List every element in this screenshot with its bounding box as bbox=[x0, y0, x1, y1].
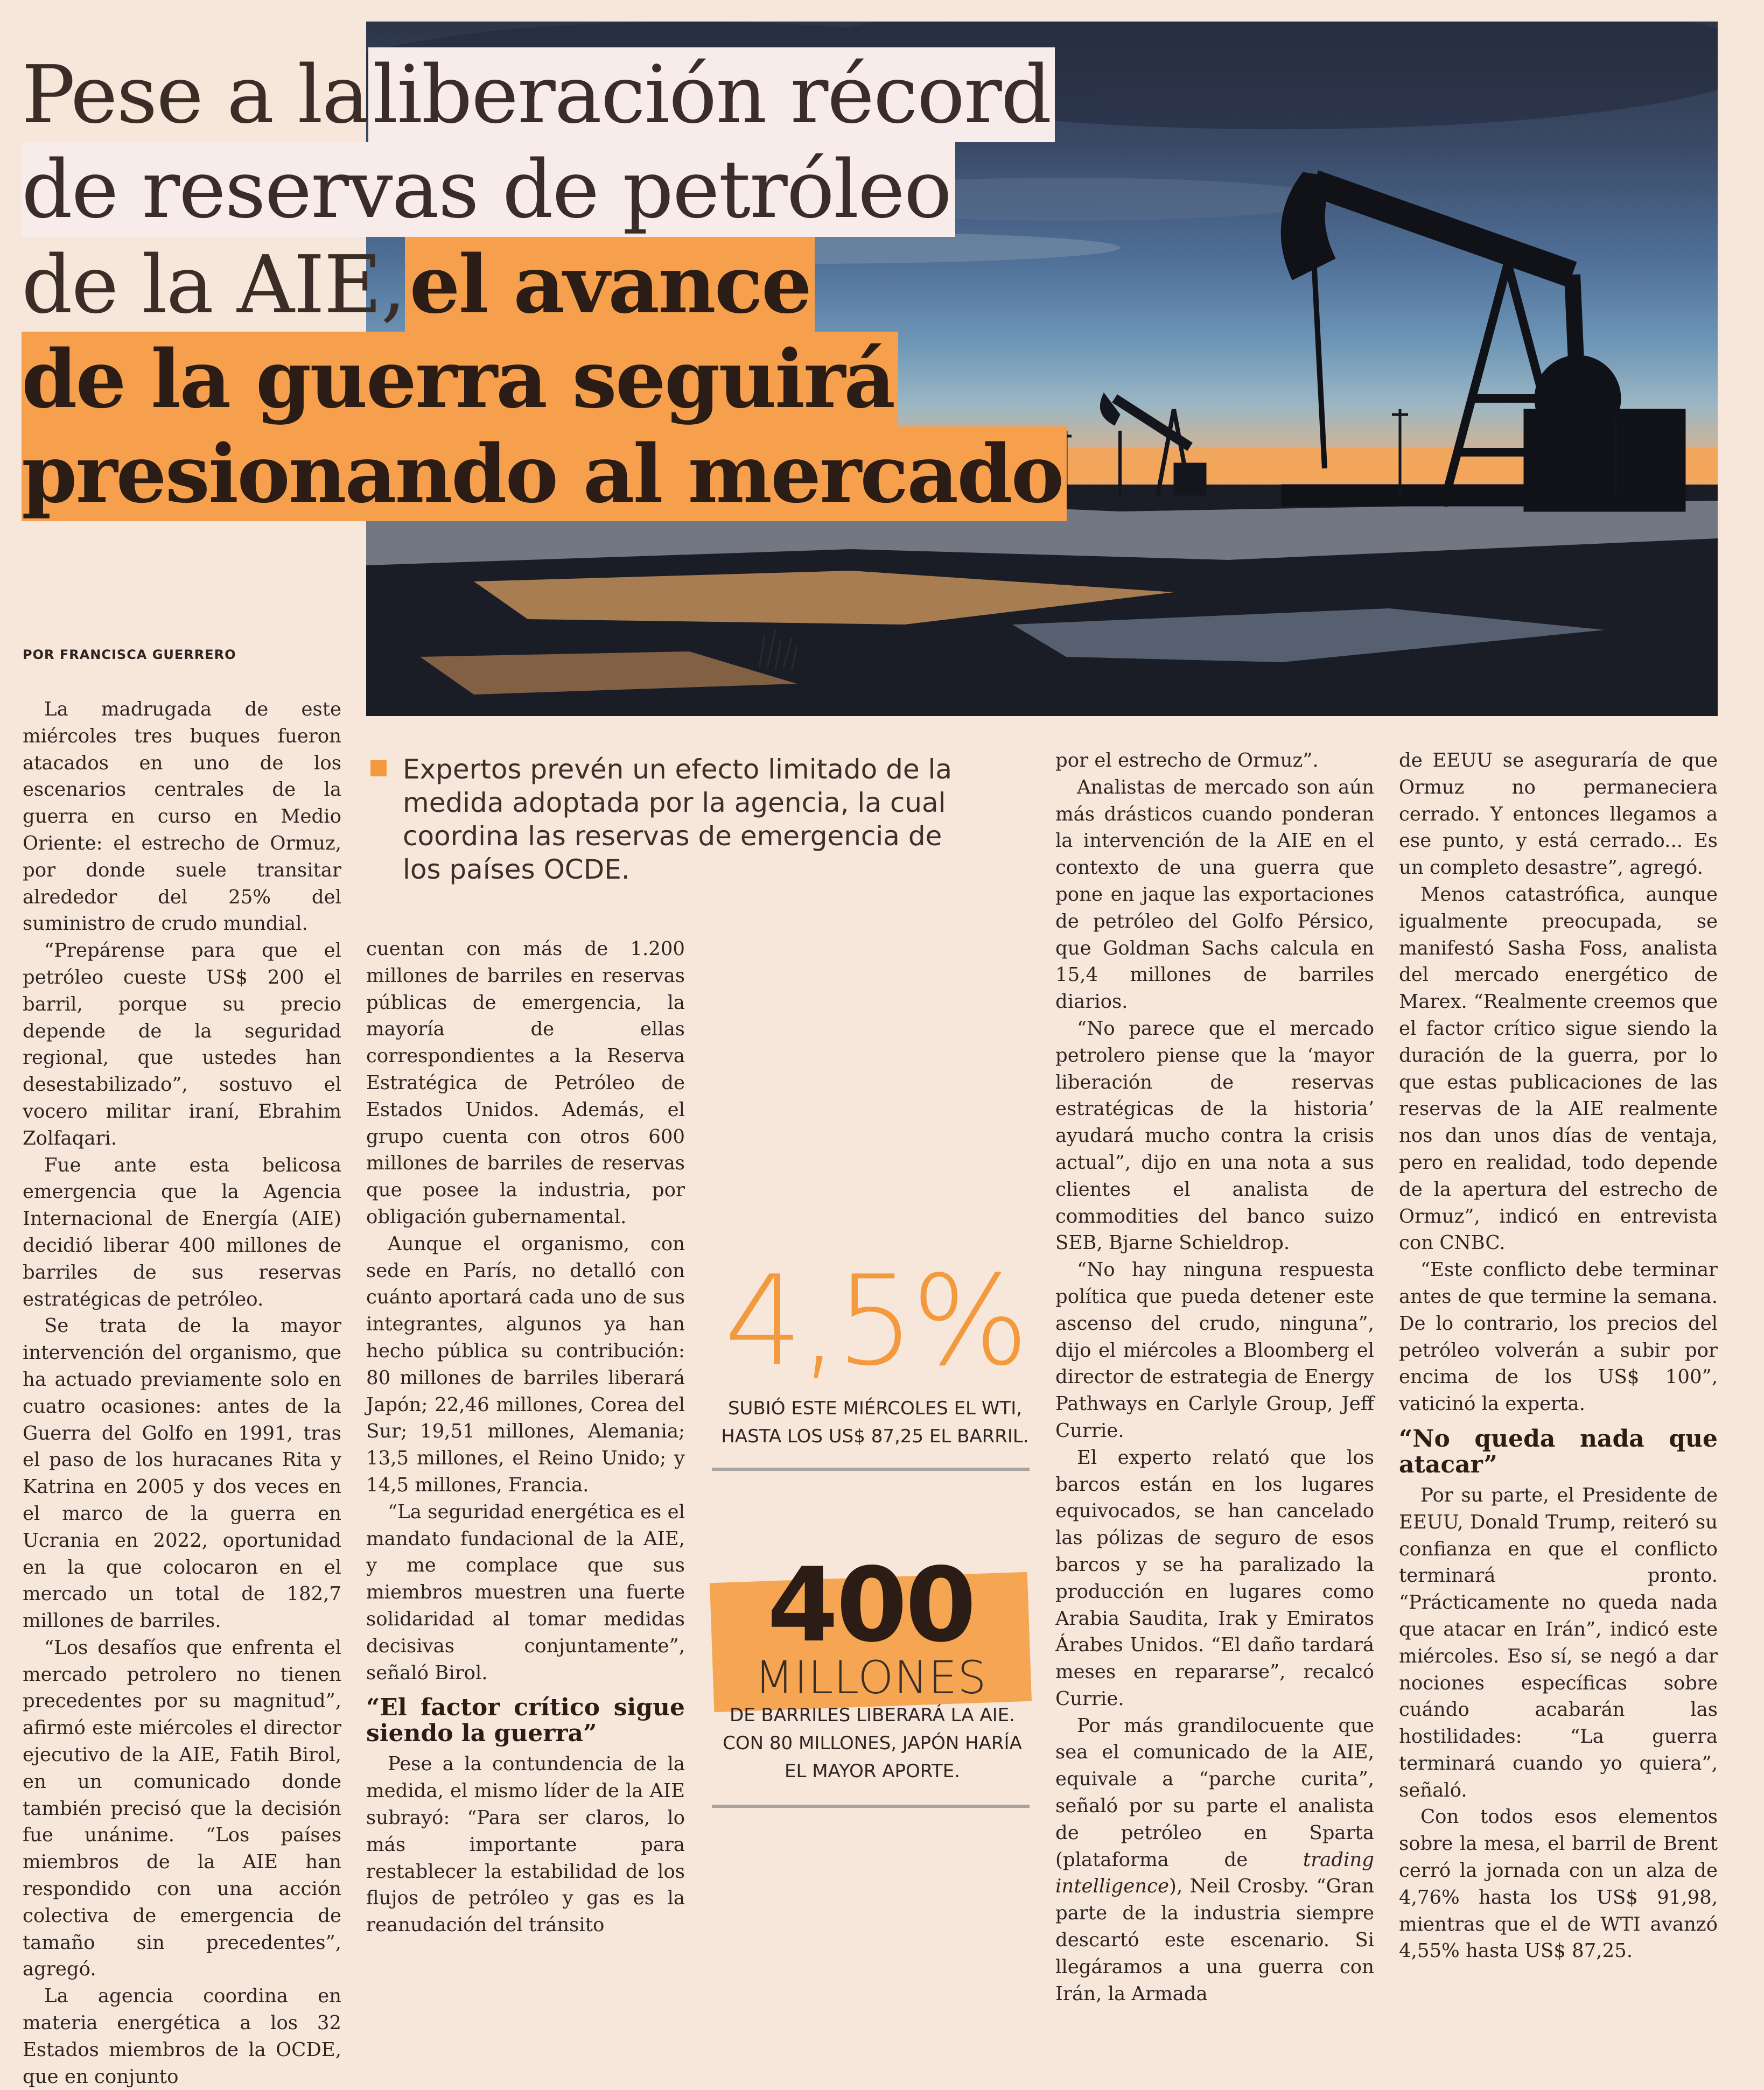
paragraph: Se trata de la mayor intervención del organismo, que ha actuado previamente solo en cuatro ocasiones: antes de la Guerra del Golfo en 1991, tras el paso de los huracanes Rita y Katrina en 2005 y dos veces en el marco de la guerra en Ucrania en 2022, oportunidad en la que colocaron en el mercado un total de 182,7 millones de barriles. bbox=[23, 1315, 341, 1632]
text-run: Por más grandilocuente que sea el comunicado de la AIE, equivale a “parche curita”, señaló por su parte el analista de petróleo en Sparta (plataforma de bbox=[1055, 1714, 1374, 1871]
subheading: “No queda nada que atacar” bbox=[1399, 1425, 1718, 1478]
paragraph: Aunque el organismo, con sede en París, no detalló con cuánto aportará cada uno de sus integrantes, algunos ya han hecho pública su contribución: 80 millones de barriles liberará Japón; 22,46 millones, Corea del Sur; 19,51 millones, Alemania; 13,5 millones, el Reino Unido; y 14,5 millones, Francia. bbox=[366, 1232, 685, 1496]
headline-line-4 bbox=[22, 332, 1088, 426]
subheading: “El factor crítico sigue siendo la guerra” bbox=[366, 1694, 685, 1748]
headline-line-2-boxed: de reservas de petróleo bbox=[22, 142, 955, 237]
headline-line-5-highlight: presionando al mercado bbox=[22, 426, 1067, 521]
article-column-2 bbox=[366, 936, 685, 1939]
paragraph: Por su parte, el Presidente de EEUU, Donald Trump, reiteró su confianza en que el conflicto terminará pronto. “Prácticamente no queda nada que atacar en Irán”, indicó este miércoles. Eso sí, se negó a dar nociones específicas sobre cuándo acabarán las hostilidades: “La guerra terminará cuando yo quiera”, señaló. bbox=[1399, 1484, 1718, 1801]
paragraph: “Prepárense para que el petróleo cueste US$ 200 el barril, porque su precio depende de la seguridad regional, que ustedes han desestabilizado”, sostuvo el vocero militar iraní, Ebrahim Zolfaqari. bbox=[23, 939, 341, 1149]
lead-deck bbox=[370, 753, 984, 886]
caption-line: CON 80 MILLONES, JAPÓN HARÍA bbox=[723, 1733, 1022, 1754]
paragraph: “Los desafíos que enfrenta el mercado petrolero no tienen precedentes por su magnitud”, afirmó este miércoles el director ejecutivo de la AIE, Fatih Birol, en un comunicado donde también precisó que la decisión fue unánime. “Los países miembros de la AIE han respondido con una acción colectiva de emergencia de tamaño sin precedentes”, agregó. bbox=[23, 1636, 341, 1981]
paragraph: “La seguridad energética es el mandato fundacional de la AIE, y me complace que sus miembros muestren una fuerte solidaridad al tomar medidas decisivas conjuntamente”, señaló Birol. bbox=[366, 1500, 685, 1684]
headline-line-5 bbox=[22, 426, 1088, 521]
paragraph: Fue ante esta belicosa emergencia que la Agencia Internacional de Energía (AIE) decidió liberar 400 millones de barriles de sus reservas estratégicas de petróleo. bbox=[23, 1154, 341, 1310]
paragraph: Pese a la contundencia de la medida, el mismo líder de la AIE subrayó: “Para ser claros, lo más importante para restablecer la estabilidad de los flujos de petróleo y gas es la reanudación del tránsito bbox=[366, 1753, 685, 1937]
divider-rule bbox=[712, 1805, 1030, 1808]
article-column-1 bbox=[23, 696, 341, 2090]
paragraph: Menos catastrófica, aunque igualmente preocupada, se manifestó Sasha Foss, analista del mercado energético de Marex. “Realmente creemos que el factor crítico sigue siendo la duración de la guerra, por lo que estas publicaciones de las reservas de la AIE realmente nos dan unos días de ventaja, pero en realidad, todo depende de la apertura del estrecho de Ormuz”, indicó en entrevista con CNBC. bbox=[1399, 883, 1718, 1254]
divider-rule bbox=[712, 1468, 1030, 1471]
headline-line-3-highlight: el avance bbox=[405, 237, 815, 332]
headline-line-4-highlight: de la guerra seguirá bbox=[22, 332, 898, 426]
lead-text: Expertos prevén un efecto limitado de la medida adoptada por la agencia, la cual coordina las reservas de emergencia de los países OCDE. bbox=[403, 754, 953, 885]
paragraph: “No parece que el mercado petrolero piense que la ‘mayor liberación de reservas estratégicas de la historia’ ayudará mucho contra la crisis actual”, dijo en una nota a sus clientes el analista de commodities del banco suizo SEB, Bjarne Schieldrop. bbox=[1055, 1017, 1374, 1254]
italic-term: trading intelligence bbox=[1055, 1848, 1374, 1898]
paragraph: “No hay ninguna respuesta política que pueda detener este ascenso del crudo, ninguna”, dijo el miércoles a Bloomberg el director de estrategia de Energy Pathways en Carlyle Group, Jeff Currie. bbox=[1055, 1259, 1374, 1442]
text-run: ), Neil Crosby. “Gran parte de la industria siempre descartó este escenario. Si llegáramos a una guerra con Irán, la Armada bbox=[1055, 1875, 1374, 2005]
stat-percent-value: 4,5% bbox=[724, 1250, 1026, 1393]
caption-line: SUBIÓ ESTE MIÉRCOLES EL WTI, bbox=[727, 1398, 1023, 1419]
headline-line-3 bbox=[22, 237, 1088, 332]
paragraph: La madrugada de este miércoles tres buques fueron atacados en uno de los escenarios centrales de la guerra en curso en Medio Oriente: el estrecho de Ormuz, por donde suele transitar alrededor del 25% del suministro de crudo mundial. bbox=[23, 698, 341, 935]
square-bullet-icon bbox=[370, 760, 387, 776]
paragraph: La agencia coordina en materia energética a los 32 Estados miembros de la OCDE, que en conjunto bbox=[23, 1985, 341, 2088]
paragraph: El experto relató que los barcos están en los lugares equivocados, se han cancelado las pólizas de seguro de esos barcos y se ha paralizado la producción en lugares como Arabia Saudita, Irak y Emiratos Árabes Unidos. “El daño tardará meses en repararse”, recalcó Currie. bbox=[1055, 1446, 1374, 1710]
caption-line: DE BARRILES LIBERARÁ LA AIE. bbox=[729, 1705, 1016, 1726]
paragraph bbox=[1055, 1713, 1374, 2008]
headline-line-2 bbox=[22, 142, 1088, 237]
caption-line: EL MAYOR APORTE. bbox=[784, 1761, 961, 1782]
stat-barrels-unit: MILLONES bbox=[754, 1651, 987, 1704]
paragraph: por el estrecho de Ormuz”. bbox=[1055, 749, 1319, 772]
caption-line: HASTA LOS US$ 87,25 EL BARRIL. bbox=[721, 1426, 1029, 1447]
paragraph: “Este conflicto debe terminar antes de que termine la semana. De lo contrario, los precios del petróleo volverán a subir por encima de los US$ 100”, vaticinó la experta. bbox=[1399, 1259, 1718, 1415]
headline-line-1-plain: Pese a la bbox=[22, 48, 368, 141]
headline-line-1-boxed: liberación récord bbox=[368, 47, 1055, 142]
paragraph: de EEUU se aseguraría de que Ormuz no permaneciera cerrado. Y entonces llegamos a ese punto, y está cerrado... Es un completo desastre”, agregó. bbox=[1399, 749, 1718, 879]
headline bbox=[22, 47, 1088, 521]
paragraph: Analistas de mercado son aún más drásticos cuando ponderan la intervención de la AIE en el contexto de una guerra que pone en jaque las exportaciones de petróleo del Golfo Pérsico, que Goldman Sachs calcula en 15,4 millones de barriles diarios. bbox=[1055, 776, 1374, 1013]
stat-barrels-caption bbox=[700, 1701, 1045, 1785]
byline: POR FRANCISCA GUERRERO bbox=[23, 647, 236, 662]
stat-percent-caption bbox=[713, 1394, 1037, 1450]
article-column-4 bbox=[1399, 747, 1718, 1965]
article-column-3 bbox=[1055, 747, 1374, 2007]
headline-line-3-plain: de la AIE, bbox=[22, 239, 405, 331]
headline-line-1 bbox=[22, 47, 1088, 142]
paragraph: cuentan con más de 1.200 millones de barriles en reservas públicas de emergencia, la mayoría de ellas correspondientes a la Reserva Estratégica de Petróleo de Estados Unidos. Además, el grupo cuenta con otros 600 millones de barriles de reservas que posee la industria, por obligación gubernamental. bbox=[366, 938, 685, 1228]
stat-barrels-value: 400 bbox=[767, 1546, 975, 1665]
paragraph: Con todos esos elementos sobre la mesa, el barril de Brent cerró la jornada con un alza de 4,76% hasta los US$ 91,98, mientras que el de WTI avanzó 4,55% hasta US$ 87,25. bbox=[1399, 1806, 1718, 1962]
